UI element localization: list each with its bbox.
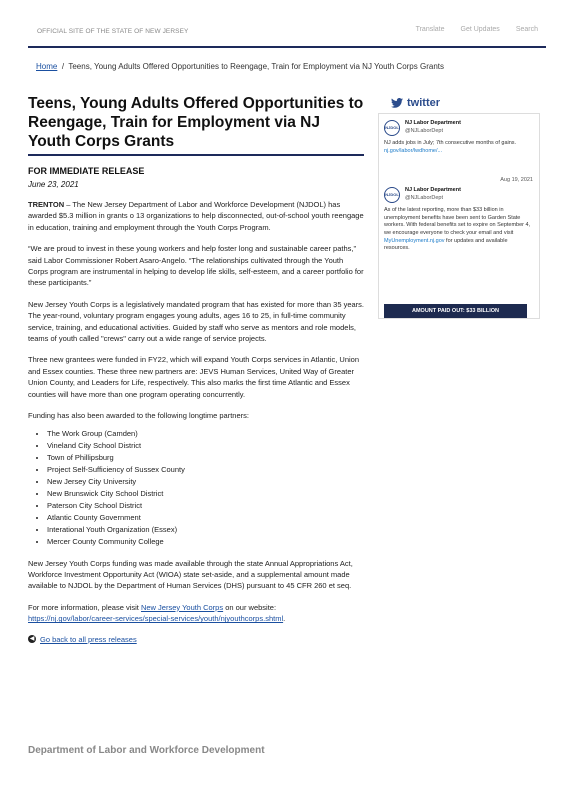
- tweet-image[interactable]: [384, 304, 527, 319]
- list-item: • Mercer County Community College: [47, 536, 364, 548]
- tweet-author-name: NJ Labor Department: [405, 187, 461, 194]
- tweet-image-title: AMOUNT PAID OUT: $33 BILLION: [412, 308, 499, 314]
- twitter-bird-icon: [391, 98, 403, 108]
- title-divider: [28, 154, 364, 156]
- dateline: TRENTON: [28, 200, 65, 209]
- paragraph-7: For more information, please visit New Jersey Youth Corps on our website: https://nj.gov/labor/career-services/special-services/youth/njyouthcorps.shtml.: [28, 602, 286, 624]
- tweet-date: Aug 19, 2021: [500, 177, 533, 184]
- back-link[interactable]: Go back to all press releases: [40, 634, 137, 644]
- list-item: • The Work Group (Camden): [47, 428, 364, 440]
- footer-department: Department of Labor and Workforce Development: [28, 745, 265, 756]
- arrow-left-circle-icon: ◀: [29, 636, 35, 643]
- youth-corps-url-link[interactable]: https://nj.gov/labor/career-services/special-services/youth/njyouthcorps.shtml: [28, 614, 284, 624]
- release-label: FOR IMMEDIATE RELEASE: [28, 166, 145, 176]
- get-updates-link[interactable]: Get Updates: [460, 26, 500, 33]
- tweet[interactable]: [379, 114, 539, 155]
- paragraph-4: Three new grantees were funded in FY22, which will expand Youth Corps services in Atlantic, Union and Essex counties. These three new partners are: JEVS Human Services, United Way of Greater Union County, and Leaders for Life, respectively. This also marks the first time Atlantic and Essex counties will have more than one program operating concurrently.: [28, 355, 360, 399]
- page-title: Teens, Young Adults Offered Opportunities to Reengage, Train for Employment via NJ Youth Corps Grants: [28, 95, 364, 150]
- list-item: • Paterson City School District: [47, 500, 364, 512]
- tweet-text: As of the latest reporting, more than $33 billion in unemployment benefits have been sent to Garden State workers. With federal benefits set to expire on September 4, we encourage everyone to check your email and visit MyUnemployment.nj.gov for updates and available resources.: [384, 207, 531, 252]
- breadcrumb-home-link[interactable]: Home: [36, 62, 58, 71]
- paragraph-6: New Jersey Youth Corps funding was made available through the state Annual Appropriations Act, Workforce Investment Opportunity Act (WIOA) state set-aside, and a supplemental amount made available to NJDOL by the Department of Human Services (DHS) pursuant to 45 CFR 260 et seq.: [28, 558, 353, 591]
- paragraph-2: “We are proud to invest in these young workers and help foster long and sustainable career paths,” said Labor Commissioner Robert Asaro-Angelo. “The relationships cultivated through the Youth Corps program are instrumental in helping to develop life skills, self-esteem, and a career portfolio for these participants.”: [28, 244, 364, 288]
- twitter-sidebar: [378, 97, 540, 319]
- tweet-author-handle: @NJLaborDept: [405, 127, 443, 134]
- search-link[interactable]: Search: [515, 26, 538, 33]
- top-nav: [416, 26, 538, 33]
- list-item: • Town of Phillipsburg: [47, 452, 364, 464]
- list-item: • Interational Youth Organization (Essex): [47, 524, 364, 536]
- youth-corps-link[interactable]: New Jersey Youth Corps: [140, 602, 224, 612]
- tweet-author-name: NJ Labor Department: [405, 120, 461, 126]
- tweet[interactable]: [379, 183, 539, 253]
- release-date: June 23, 2021: [28, 180, 79, 189]
- partners-list: [28, 428, 364, 548]
- tweet-author: [384, 187, 534, 203]
- article: [28, 94, 364, 644]
- official-site-label: OFFICIAL SITE OF THE STATE OF NEW JERSEY: [37, 28, 189, 35]
- paragraph-3: New Jersey Youth Corps is a legislatively mandated program that has existed for more than 35 years. The year-round, voluntary program engages young adults, ages 16 to 25, in full-time community service, training, and educational activities. Guided by staff who serve as mentors and role models, teams of youth called "crews" carry out a wide range of service projects.: [28, 299, 365, 344]
- avatar: NJDOL: [384, 187, 400, 203]
- translate-link[interactable]: Translate: [415, 26, 445, 33]
- twitter-heading: twitter: [391, 97, 540, 109]
- tweet-text: NJ adds jobs in July; 7th consecutive months of gains. nj.gov/labor/lwdhome/...: [384, 140, 517, 154]
- tweet-author-handle: @NJLaborDept: [405, 194, 443, 201]
- twitter-feed[interactable]: [378, 113, 540, 319]
- tweet-author: [384, 120, 534, 136]
- breadcrumb: [36, 62, 444, 71]
- list-item: • Vineland City School District: [47, 440, 364, 452]
- avatar: NJDOL: [384, 120, 400, 136]
- back-to-releases[interactable]: [28, 635, 364, 644]
- list-item: • Project Self-Sufficiency of Sussex County: [47, 464, 364, 476]
- top-bar: [28, 0, 546, 48]
- breadcrumb-current: Teens, Young Adults Offered Opportunities to Reengage, Train for Employment via NJ Youth Corps Grants: [68, 62, 444, 71]
- list-item: • Atlantic County Government: [47, 512, 364, 524]
- paragraph-5: Funding has also been awarded to the following longtime partners:: [28, 411, 249, 421]
- tweet-link[interactable]: nj.gov/labor/lwdhome/...: [384, 147, 443, 154]
- paragraph-1: TRENTON – The New Jersey Department of Labor and Workforce Development (NJDOL) has awarded $5.3 million in grants o 13 organizations to help disconnected, out-of-school youth reengage in education, training and employment through the Youth Corps Program.: [28, 200, 364, 232]
- tweet-link[interactable]: MyUnemployment.nj.gov: [384, 237, 445, 244]
- list-item: • New Jersey City University: [47, 476, 364, 488]
- breadcrumb-separator: /: [61, 62, 65, 71]
- list-item: • New Brunswick City School District: [47, 488, 364, 500]
